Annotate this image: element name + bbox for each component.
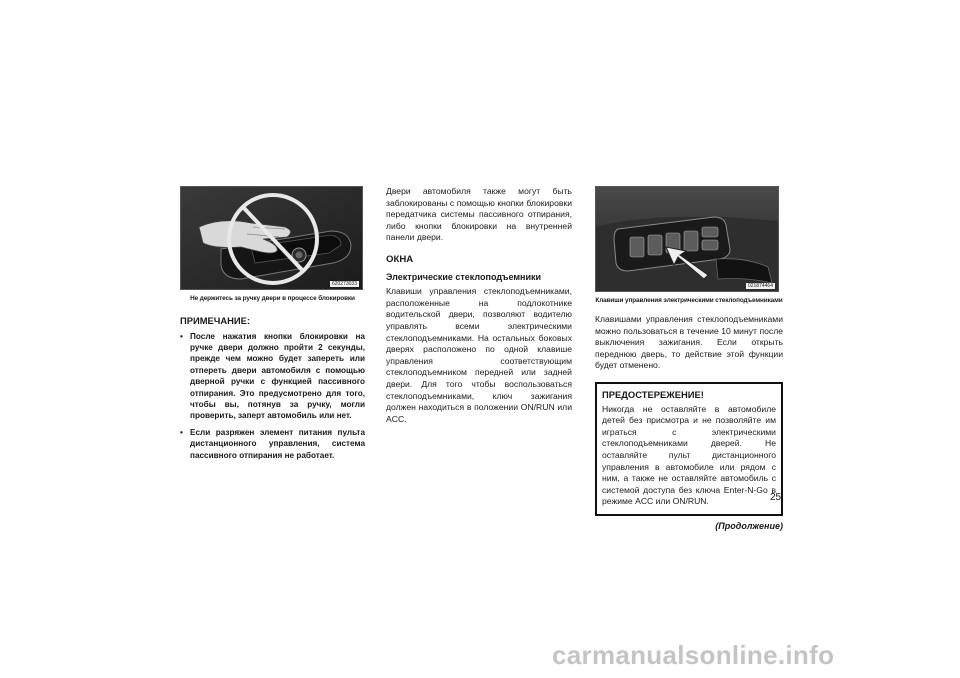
list-item bbox=[180, 427, 365, 461]
body-paragraph: Клавиши управления стеклоподъемниками, расположенные на подлокотнике водительской двери, позволяют водителю управлять всеми электрическими стеклоподъемниками. На остальных боковых дверях расположено по одной клавише управления соответствующим стеклоподъемником передней или задней двери. Для того чтобы воспользоваться стеклоподъемниками, ключ зажигания должен находиться в положении ON/RUN или ACC. bbox=[386, 286, 572, 424]
door-handle-illustration bbox=[181, 187, 363, 290]
right-column bbox=[595, 186, 783, 533]
figure-caption: Клавиши управления электрическими стеклоподъемниками bbox=[595, 297, 783, 304]
figure-code: 021874464 bbox=[747, 283, 773, 289]
figure-code: 620273033 bbox=[331, 281, 357, 287]
list-item-text: После нажатия кнопки блокировки на ручке двери должно пройти 2 секунды, прежде чем можно будет запереть или отпереть двери автомобиля с помощью дверной ручки с функцией пассивного отпирания. Это предусмотрено для того, чтобы вы, потянув за ручку, могли проверить, заперт автомобиль или нет. bbox=[190, 331, 365, 421]
bullet-icon: • bbox=[180, 331, 183, 341]
sub-heading: Электрические стеклоподъемники bbox=[386, 271, 542, 282]
middle-column bbox=[386, 186, 572, 425]
window-switch-figure bbox=[595, 186, 779, 292]
continued-label: (Продолжение) bbox=[715, 520, 783, 531]
warning-text: Никогда не оставляйте в автомобиле детей без присмотра и не позволяйте им играться с электрическими стеклоподъемниками дверей. Не оставляйте пульт дистанционного управления в автомобиле или рядом с ним, а также не оставляйте автомобиль с системой доступа без ключа Enter-N-Go в режиме ACC или ON/RUN. bbox=[602, 403, 776, 507]
door-handle-figure bbox=[180, 186, 363, 290]
warning-box bbox=[595, 382, 783, 516]
note-list bbox=[180, 331, 365, 461]
note-heading: ПРИМЕЧАНИЕ: bbox=[180, 315, 251, 326]
window-switch-illustration bbox=[596, 187, 779, 292]
bullet-icon: • bbox=[180, 427, 183, 437]
list-item-text: Если разряжен элемент питания пульта дистанционного управления, система пассивного отпирания не работает. bbox=[190, 427, 365, 460]
left-column bbox=[180, 186, 365, 466]
warning-title: ПРЕДОСТЕРЕЖЕНИЕ! bbox=[602, 388, 704, 400]
page-number: 25 bbox=[770, 492, 782, 503]
section-heading: ОКНА bbox=[386, 253, 414, 265]
figure-caption: Не держитесь за ручку двери в процессе блокировки bbox=[190, 295, 355, 302]
intro-paragraph: Двери автомобиля также могут быть заблокированы с помощью кнопки блокировки передатчика системы пассивного отпирания, либо кнопки блокировки на внутренней панели двери. bbox=[386, 186, 572, 243]
watermark: carmanualsonline.info bbox=[552, 640, 835, 670]
list-item bbox=[180, 331, 365, 422]
body-paragraph: Клавишами управления стеклоподъемниками можно пользоваться в течение 10 минут после выключения зажигания. Если открыть переднюю дверь, то действие этой функции будет отменено. bbox=[595, 314, 783, 371]
